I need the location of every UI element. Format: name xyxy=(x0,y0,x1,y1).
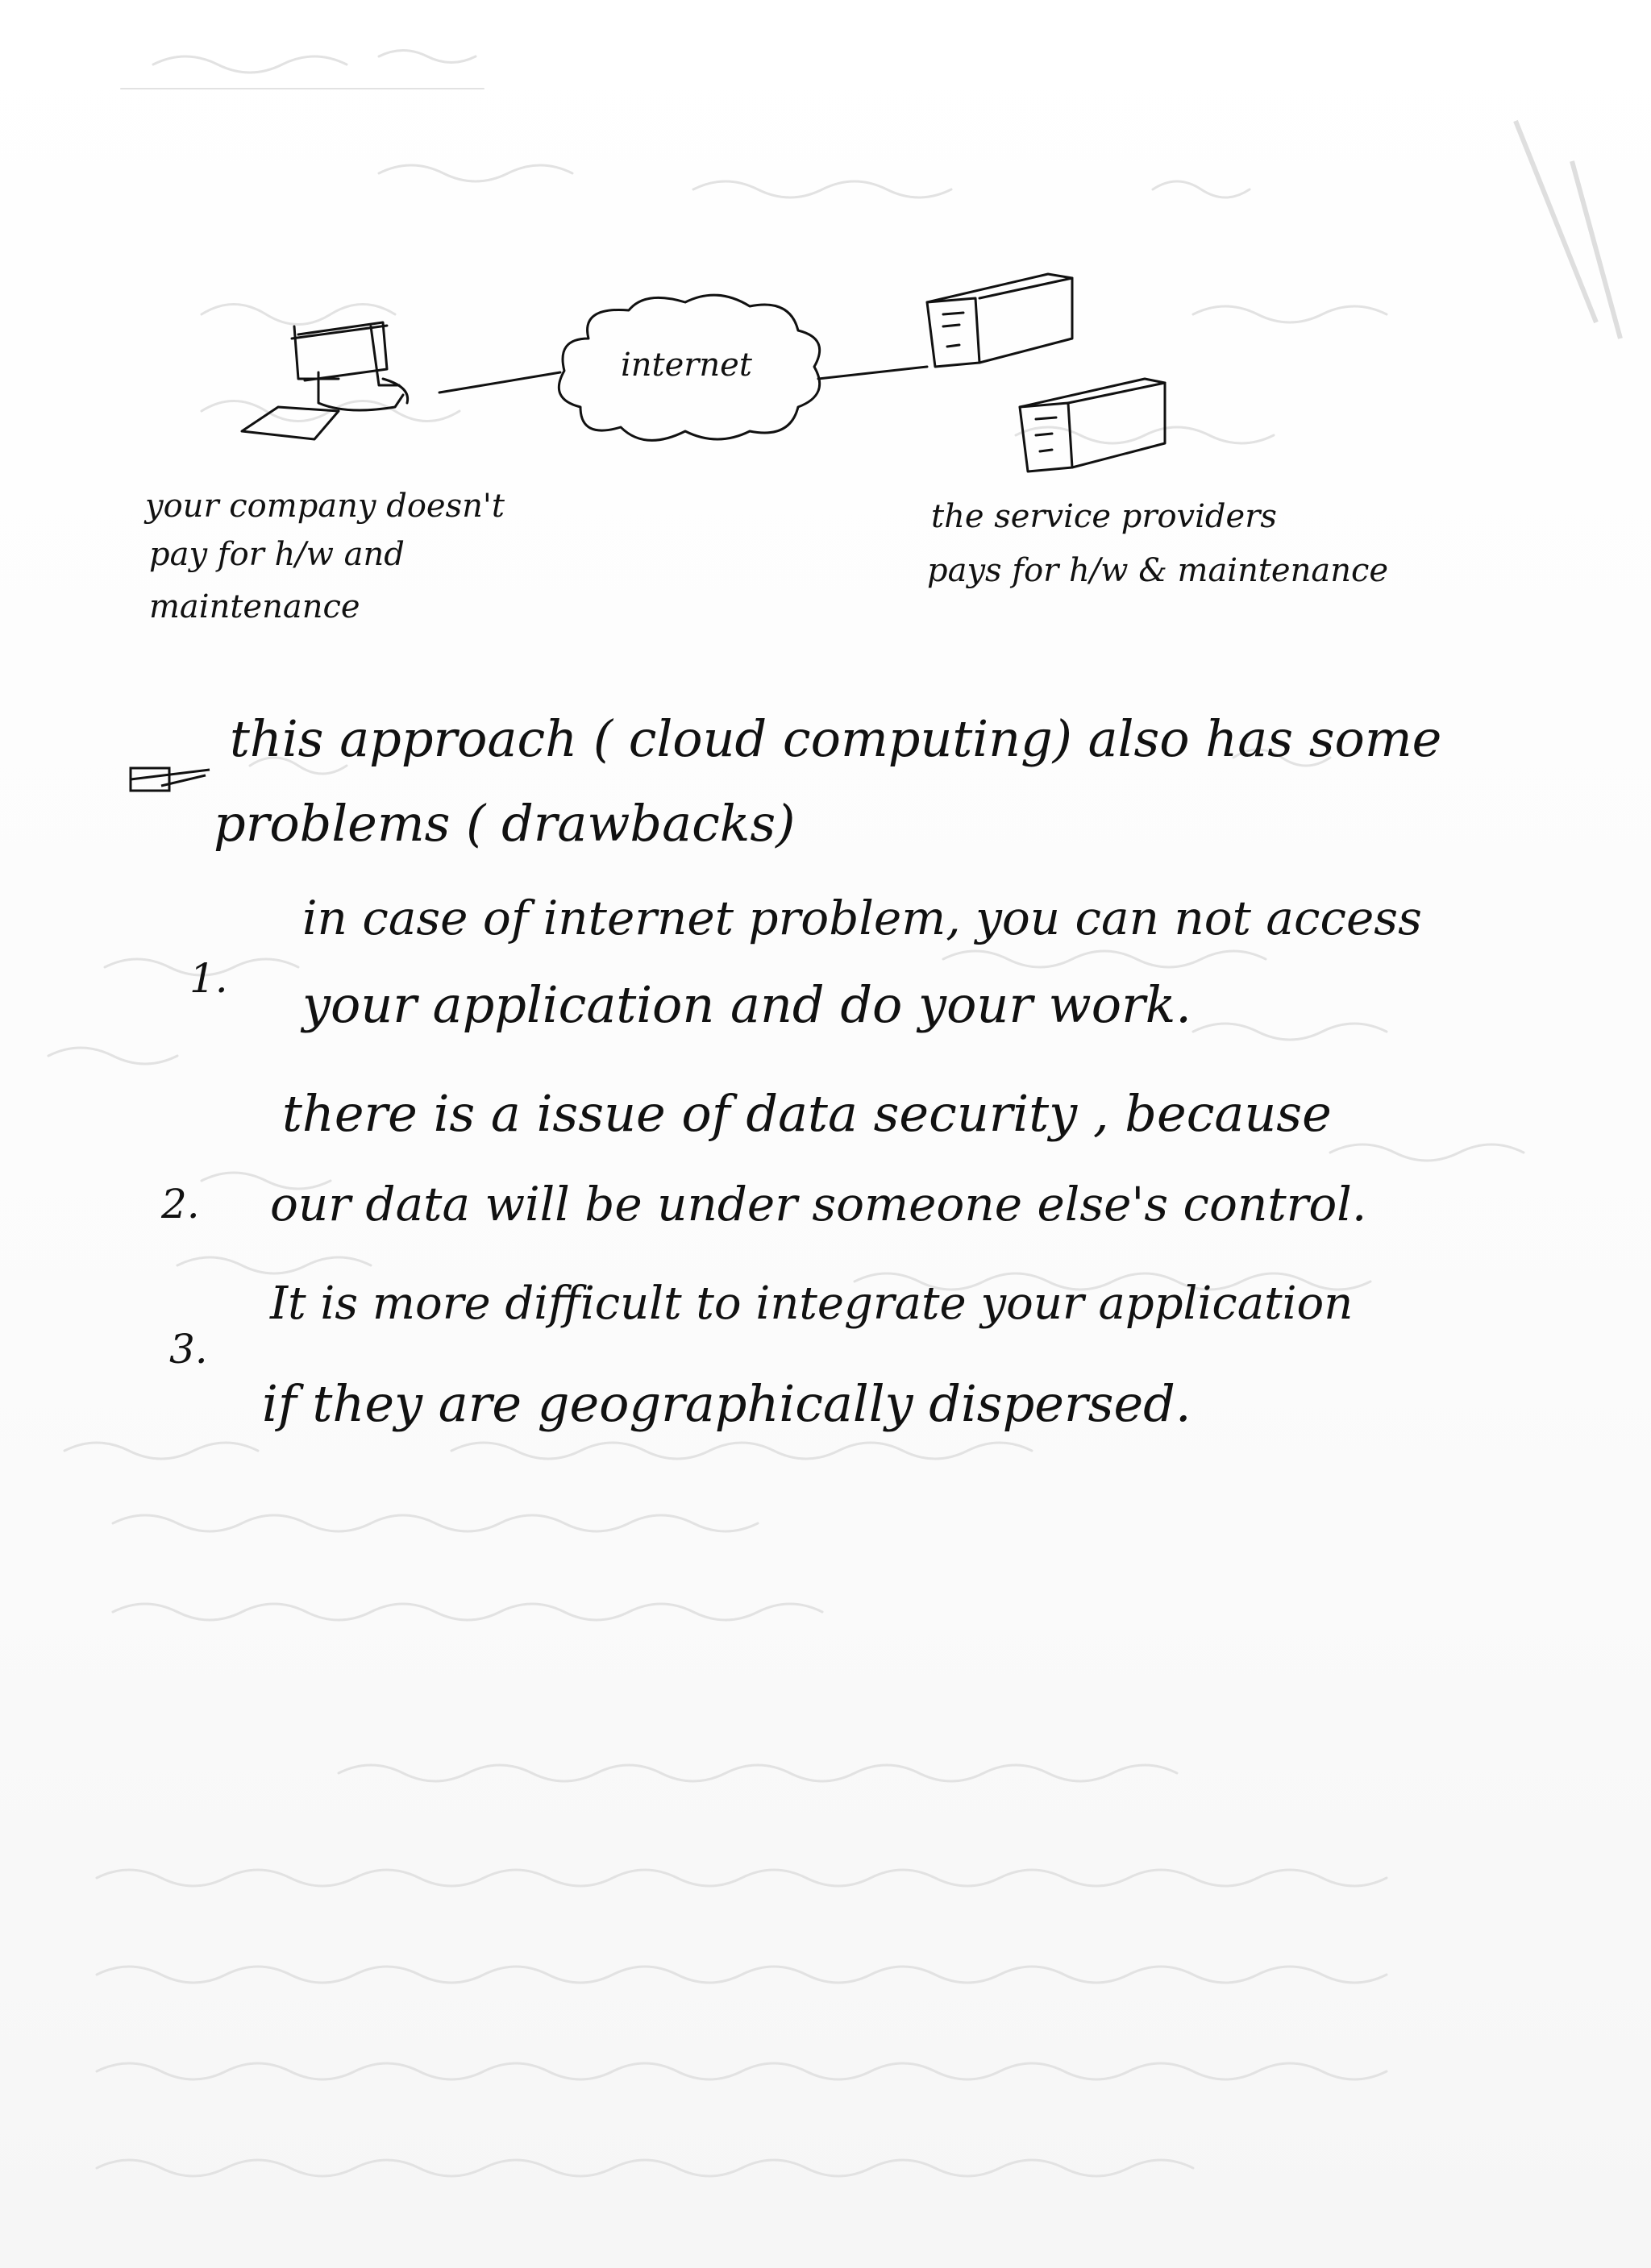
notes-heading-line-2: problems ( drawbacks) xyxy=(214,794,796,853)
item-2-line-1: there is a issue of data security , because xyxy=(282,1084,1332,1143)
item-3-line-2: if they are geographically dispersed. xyxy=(262,1374,1191,1433)
item-1-line-2: your application and do your work. xyxy=(302,975,1191,1034)
provider-caption-line-1: the service providers xyxy=(931,498,1277,535)
cloud-label: internet xyxy=(621,347,752,384)
item-number: 3. xyxy=(169,1326,208,1373)
notes-heading-line-1: this approach ( cloud computing) also has some xyxy=(230,709,1442,768)
item-3-line-1: It is more difficult to integrate your application xyxy=(270,1277,1354,1330)
item-2-line-2: our data will be under someone else's control. xyxy=(270,1177,1367,1232)
provider-caption-line-2: pays for h/w & maintenance xyxy=(927,552,1389,589)
client-caption-line-3: maintenance xyxy=(149,588,360,625)
client-caption-line-2: pay for h/w and xyxy=(149,536,405,573)
client-caption-line-1: your company doesn't xyxy=(145,488,505,525)
item-number: 1. xyxy=(189,955,228,1002)
item-number: 2. xyxy=(161,1181,200,1227)
item-1-line-1: in case of internet problem, you can not access xyxy=(302,891,1422,945)
